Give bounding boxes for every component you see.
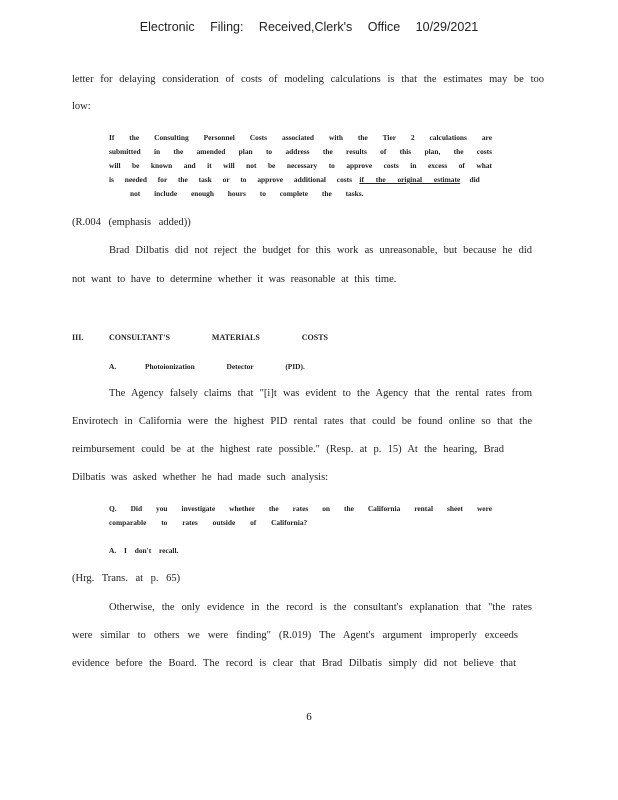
body-line: Brad Dilbatis did not reject the budget for this work as unreasonable, but because he did	[109, 245, 532, 256]
body-line: Otherwise, the only evidence in the record is the consultant's explanation that "the rates	[109, 602, 532, 613]
section-title: CONSULTANT'S MATERIALS COSTS	[109, 333, 329, 342]
subsection-letter: A.	[109, 362, 117, 371]
block-quote-line: A. I don't recall.	[109, 546, 179, 555]
body-line: reimbursement could be at the highest rate possible." (Resp. at p. 15) At the hearing, Brad	[72, 444, 504, 455]
emphasized-text: if the original estimate	[359, 175, 461, 184]
body-line: not want to have to determine whether it was reasonable at this time.	[72, 274, 397, 285]
block-quote-line: not include enough hours to complete the tasks.	[130, 189, 364, 198]
citation: (Hrg. Trans. at p. 65)	[72, 573, 181, 584]
body-line: Dilbatis was asked whether he had made such analysis:	[72, 472, 329, 483]
citation: (R.004 (emphasis added))	[72, 217, 191, 228]
filing-header: Electronic Filing: Received,Clerk's Office 10/29/2021	[139, 20, 479, 34]
block-quote-line: If the Consulting Personnel Costs associated with the Tier 2 calculations are	[109, 133, 492, 142]
section-number: III.	[72, 333, 84, 342]
page-number: 6	[306, 711, 312, 723]
quote-text: did	[469, 175, 480, 184]
block-quote-line: comparable to rates outside of California?	[109, 518, 308, 527]
body-line: were similar to others we were finding" (R.019) The Agent's argument improperly exceeds	[72, 630, 518, 641]
block-quote-line: will be known and it will not be necessary to approve costs in excess of what	[109, 161, 492, 170]
body-line: evidence before the Board. The record is clear that Brad Dilbatis simply did not believe that	[72, 658, 516, 669]
block-quote-line: Q. Did you investigate whether the rates on the California rental sheet were	[109, 504, 492, 513]
body-line: letter for delaying consideration of costs of modeling calculations is that the estimates may be too	[72, 74, 544, 85]
block-quote-line: submitted in the amended plan to address the results of this plan, the costs	[109, 147, 492, 156]
subsection-title: Photoionization Detector (PID).	[145, 362, 305, 371]
body-line: low:	[72, 101, 91, 112]
body-line: Envirotech in California were the highest PID rental rates that could be found online so that the	[72, 416, 532, 427]
quote-text: is needed for the task or to approve additional costs	[109, 175, 352, 184]
body-line: The Agency falsely claims that "[i]t was evident to the Agency that the rental rates from	[109, 388, 532, 399]
block-quote-line	[109, 175, 504, 184]
